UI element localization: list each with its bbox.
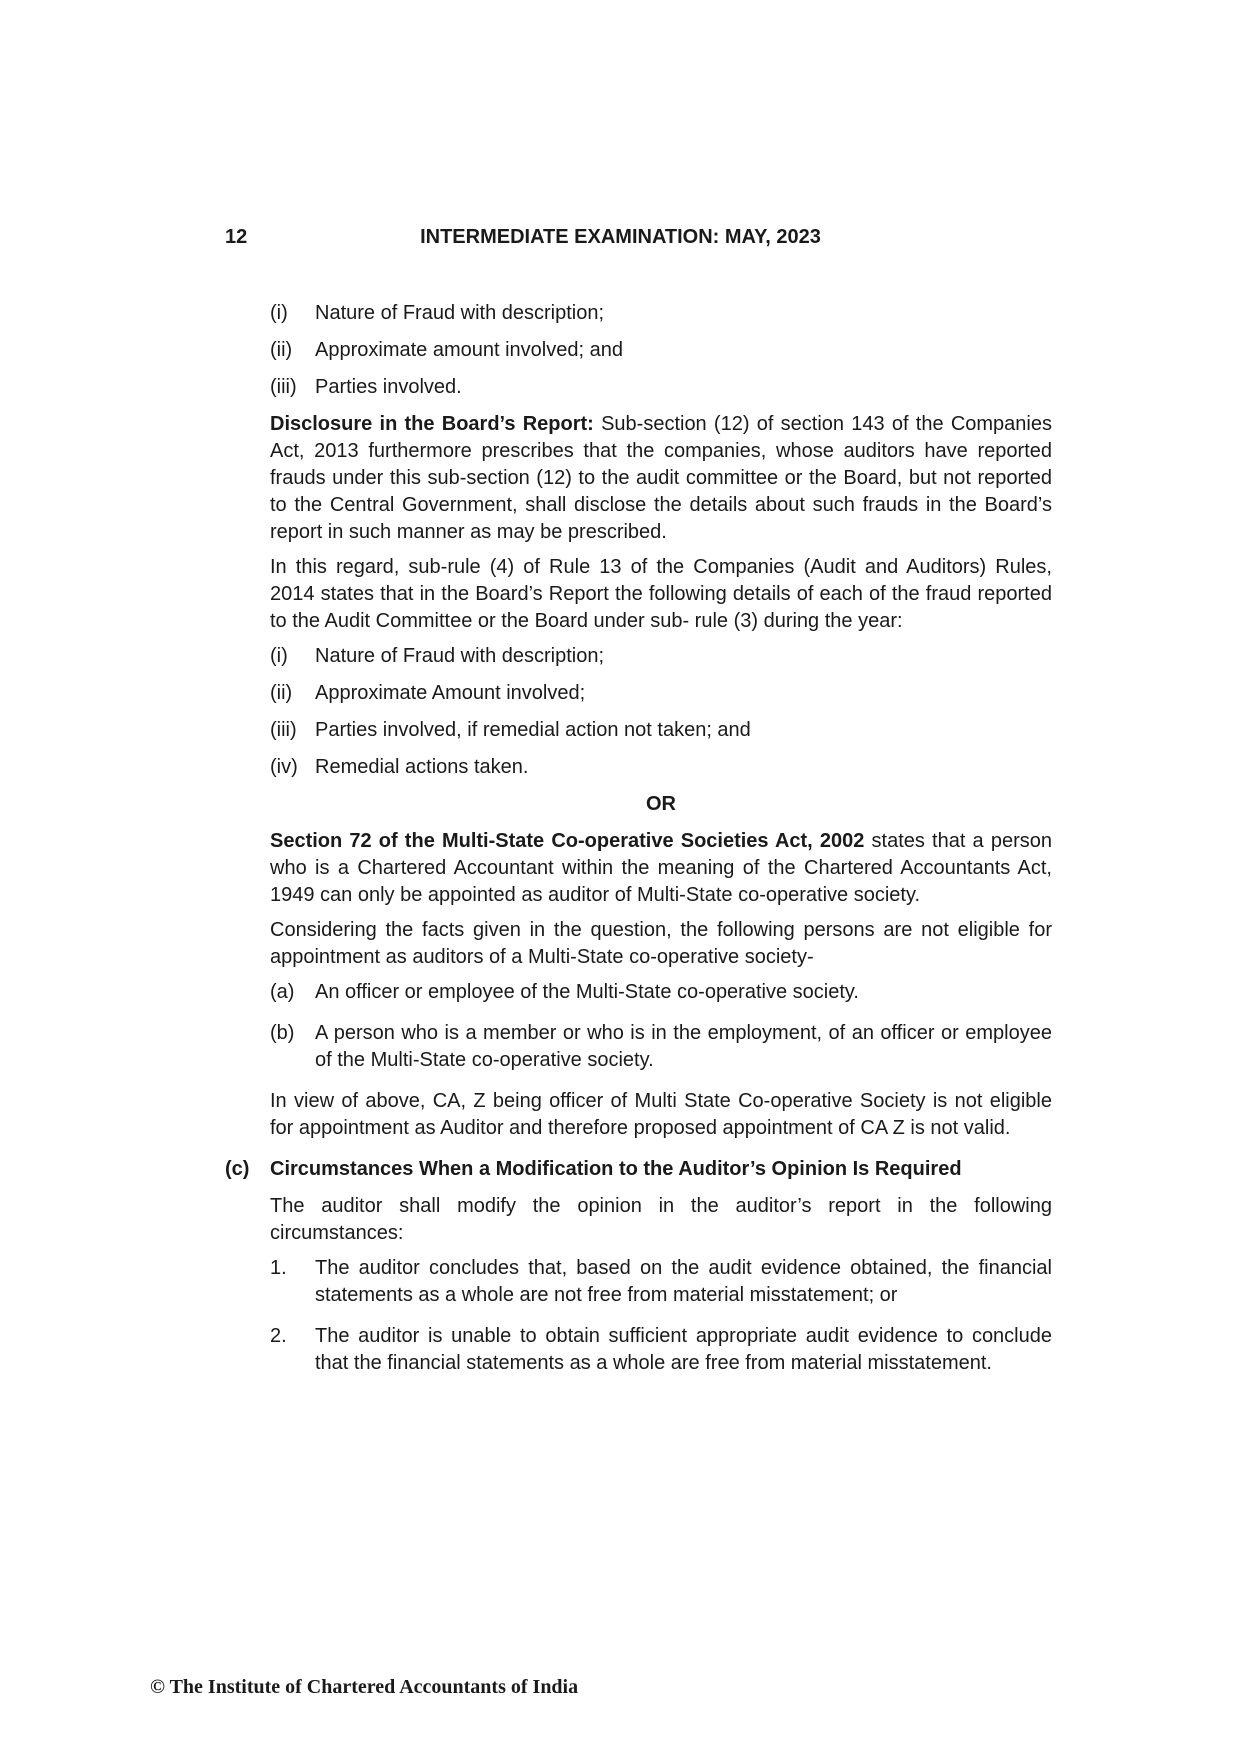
list-text: Approximate Amount involved; [315,682,586,704]
list-marker: (a) [270,981,295,1003]
list-text: Approximate amount involved; and [315,339,623,361]
section72-paragraph [270,828,1052,909]
list-text: The auditor is unable to obtain sufficient appropriate audit evidence to conclude that the financial statements as a whole are free from material misstatement. [315,1325,1052,1374]
list-item [270,1020,1052,1074]
list-item [270,979,1052,1006]
list-text: Parties involved, if remedial action not taken; and [315,719,751,741]
section-c-title: Circumstances When a Modification to the Auditor’s Opinion Is Required [270,1158,962,1180]
considering-paragraph: Considering the facts given in the question, the following persons are not eligible for appointment as auditors of a Multi-State co-operative society- [270,919,1052,968]
list-item [270,717,1052,744]
list-text: Nature of Fraud with description; [315,645,605,667]
footer-copyright: © The Institute of Chartered Accountants of India [150,1676,579,1698]
list-item [270,680,1052,707]
disclosure-text: Sub-section (12) of section 143 of the Companies Act, 2013 furthermore prescribes that the companies, whose auditors have reported frauds under this sub-section (12) to the audit committee or the Board, but not reported to the Central Government, shall disclose the details about such frauds in the Board’s report in such manner as may be prescribed. [270,413,1052,543]
list-item [270,643,1052,670]
list-item [270,374,1052,401]
list-item [270,337,1052,364]
section72-heading: Section 72 of the Multi-State Co-operative Societies Act, 2002 [270,830,865,852]
list-text: A person who is a member or who is in the employment, of an officer or employee of the Multi-State co-operative society. [315,1022,1052,1071]
list-marker: (i) [270,645,288,667]
list-text: Remedial actions taken. [315,756,529,778]
list-text: Parties involved. [315,376,462,398]
list-text: Nature of Fraud with description; [315,302,605,324]
list-marker: (ii) [270,682,293,704]
list-marker: (i) [270,302,288,324]
page-number: 12 [225,226,248,248]
list-text: The auditor concludes that, based on the audit evidence obtained, the financial statements as a whole are not free from material misstatement; or [315,1257,1052,1306]
section72-text: states that a person who is a Chartered Accountant within the meaning of the Chartered Accountants Act, 1949 can only be appointed as auditor of Multi-State co-operative society. [270,830,1052,906]
section-c-heading [225,1156,1052,1183]
disclosure-heading: Disclosure in the Board’s Report: [270,413,594,435]
list-marker: (iii) [270,376,297,398]
list-marker: (b) [270,1022,295,1044]
regard-paragraph: In this regard, sub-rule (4) of Rule 13 of the Companies (Audit and Auditors) Rules, 2014 states that in the Board’s Report the following details of each of the fraud reported to the Audit Committee or the Board under sub- rule (3) during the year: [270,556,1052,632]
list-marker: 1. [270,1257,287,1279]
view-paragraph: In view of above, CA, Z being officer of Multi State Co-operative Society is not eligible for appointment as Auditor and therefore proposed appointment of CA Z is not valid. [270,1090,1052,1139]
page-content [225,300,1052,1391]
modify-paragraph: The auditor shall modify the opinion in the auditor’s report in the following circumstances: [270,1195,1052,1244]
list-marker: (iv) [270,756,298,778]
list-marker: (iii) [270,719,297,741]
list-item [270,300,1052,327]
list-text: An officer or employee of the Multi-State co-operative society. [315,981,859,1003]
page-header-title: INTERMEDIATE EXAMINATION: MAY, 2023 [420,226,821,248]
list-marker: 2. [270,1325,287,1347]
list-item [270,1323,1052,1377]
or-separator: OR [646,793,676,815]
list-marker: (ii) [270,339,293,361]
section-c-marker: (c) [225,1158,250,1180]
list-item [270,754,1052,781]
list-item [270,1255,1052,1309]
disclosure-paragraph [270,411,1052,546]
